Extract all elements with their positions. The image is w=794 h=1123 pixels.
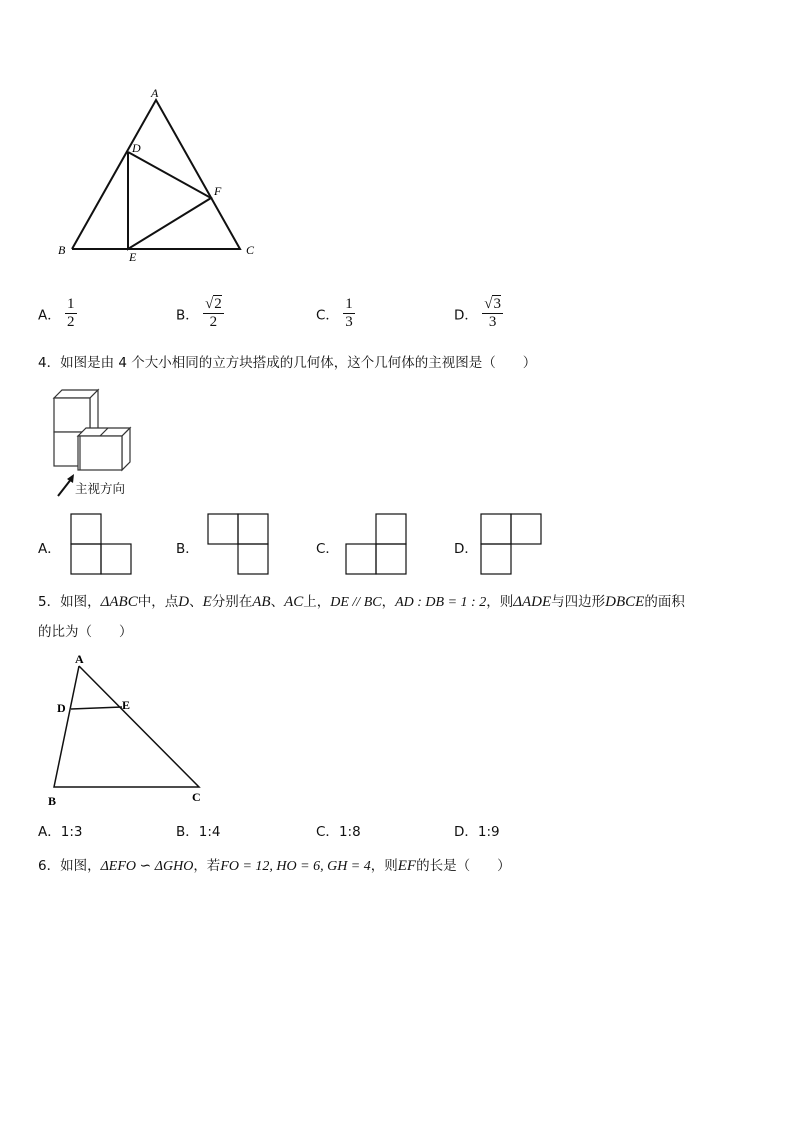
q5-option-a-value: 1:3 (60, 824, 83, 840)
q3-option-d-denominator: 3 (488, 314, 497, 330)
q5-sep1: 、 (189, 594, 203, 610)
q6-given: FO = 12, HO = 6, GH = 4 (220, 859, 371, 874)
q3-label-e: E (129, 250, 137, 264)
q5-option-c-letter: C． (316, 824, 339, 840)
q3-option-d[interactable] (454, 296, 503, 331)
q4-direction-label: 主视方向 (75, 481, 126, 496)
q5-comma1: ， (381, 594, 396, 610)
q5-stem-part1: 如图， (60, 594, 101, 610)
q3-option-a-denominator: 2 (67, 314, 75, 330)
q5-point-d: D (178, 594, 190, 610)
q5-option-a[interactable] (38, 820, 82, 840)
q5-option-c[interactable] (316, 820, 361, 840)
q3-label-f: F (214, 184, 222, 198)
q5-parallel: DE // BC (330, 595, 382, 610)
q6-segment-ef: EF (397, 858, 417, 874)
q4-option-a-letter[interactable]: A． (38, 541, 61, 557)
q5-option-d-value: 1:9 (477, 824, 500, 840)
q5-triangle-ade: ΔADE (513, 594, 552, 610)
q5-sep2: 、 (270, 594, 285, 610)
q3-label-a: A (151, 86, 159, 100)
q4-option-d-letter[interactable]: D． (454, 541, 478, 557)
q3-option-a-letter: A． (38, 307, 61, 324)
q5-segment-ab: AB (252, 594, 271, 610)
q5-triangle-abc (54, 666, 199, 787)
q6-number: 6． (38, 858, 61, 874)
q3-triangle-def (128, 152, 211, 249)
q4-option-c-letter[interactable]: C． (316, 541, 339, 557)
q5-option-b[interactable] (176, 820, 221, 840)
q5-label-d: D (57, 701, 66, 715)
q3-option-a-fraction (65, 296, 77, 331)
q3-triangle-figure (50, 80, 270, 270)
q3-option-b-numerator: 2 (214, 296, 222, 312)
q3-option-c-denominator: 3 (345, 314, 353, 330)
q5-segment-de (71, 707, 122, 709)
q6-part1: 如图， (60, 858, 101, 874)
q5-stem-part7: 的面积 (644, 594, 685, 610)
q3-triangle-abc (72, 100, 240, 249)
q3-option-d-letter: D． (454, 307, 478, 324)
q3-label-c: C (246, 243, 255, 257)
q3-option-b-letter: B． (176, 307, 199, 324)
q5-segment-ac: AC (284, 594, 304, 610)
q4-direction-arrow-icon (58, 474, 74, 496)
q5-option-b-letter: B． (176, 824, 199, 840)
q4-option-b-view[interactable] (207, 513, 271, 577)
q6-part2: ，若 (193, 858, 221, 874)
q4-stem: 如图是由 4 个大小相同的立方块搭成的几何体，这个几何体的主视图是（ ） (60, 355, 537, 371)
q5-stem-part5: ，则 (486, 594, 514, 610)
q5-label-e: E (122, 698, 131, 712)
q3-label-b: B (58, 243, 66, 257)
q3-option-d-numerator: 3 (493, 296, 501, 312)
q6-part3: ，则 (370, 858, 398, 874)
q5-option-c-value: 1:8 (338, 824, 361, 840)
q5-quadrilateral: DBCE (605, 594, 645, 610)
q3-option-a-numerator: 1 (67, 296, 75, 312)
q5-stem-part2: 中，点 (137, 594, 179, 610)
q3-option-d-radical: √ (484, 296, 493, 312)
q4-option-d-view[interactable] (480, 513, 544, 577)
q5-number: 5． (38, 594, 61, 610)
q4-number: 4． (38, 355, 61, 371)
q5-stem-part6: 与四边形 (551, 594, 606, 610)
q6-similarity: ΔEFO ∽ ΔGHO (100, 859, 194, 874)
q3-option-a[interactable] (38, 296, 77, 331)
q4-option-b-letter[interactable]: B． (176, 541, 199, 557)
q3-option-c[interactable] (316, 296, 355, 331)
q5-option-d[interactable] (454, 820, 500, 840)
q5-question-line2: 的比为（ ） (38, 624, 133, 640)
q3-option-b-denominator: 2 (209, 314, 218, 330)
q3-option-c-letter: C． (316, 307, 339, 324)
q5-question-line1 (38, 592, 685, 613)
q5-triangle-abc: ΔABC (100, 594, 138, 610)
q5-label-b: B (48, 794, 57, 808)
q3-option-b-radical: √ (205, 296, 214, 312)
q5-point-e: E (202, 594, 212, 610)
q5-option-a-letter: A． (38, 824, 61, 840)
q5-label-c: C (192, 790, 201, 804)
q5-option-b-value: 1:4 (198, 824, 221, 840)
q5-option-d-letter: D． (454, 824, 478, 840)
q4-option-c-view[interactable] (345, 513, 409, 577)
q3-option-d-fraction (482, 296, 503, 331)
q6-question (38, 856, 511, 877)
q3-label-d: D (132, 141, 141, 155)
q3-option-b-fraction (203, 296, 224, 331)
q3-option-b[interactable] (176, 296, 224, 331)
q4-question (38, 353, 536, 373)
q5-triangle-figure (44, 650, 220, 812)
q5-stem-part3: 分别在 (211, 594, 253, 610)
q5-label-a: A (75, 652, 84, 666)
q3-option-c-numerator: 1 (345, 296, 353, 312)
q5-stem-part4: 上， (303, 594, 331, 610)
q5-ratio: AD : DB = 1 : 2 (395, 595, 487, 610)
q4-option-a-view[interactable] (70, 513, 134, 577)
q3-option-c-fraction (343, 296, 355, 331)
q6-part4: 的长是（ ） (416, 858, 511, 874)
